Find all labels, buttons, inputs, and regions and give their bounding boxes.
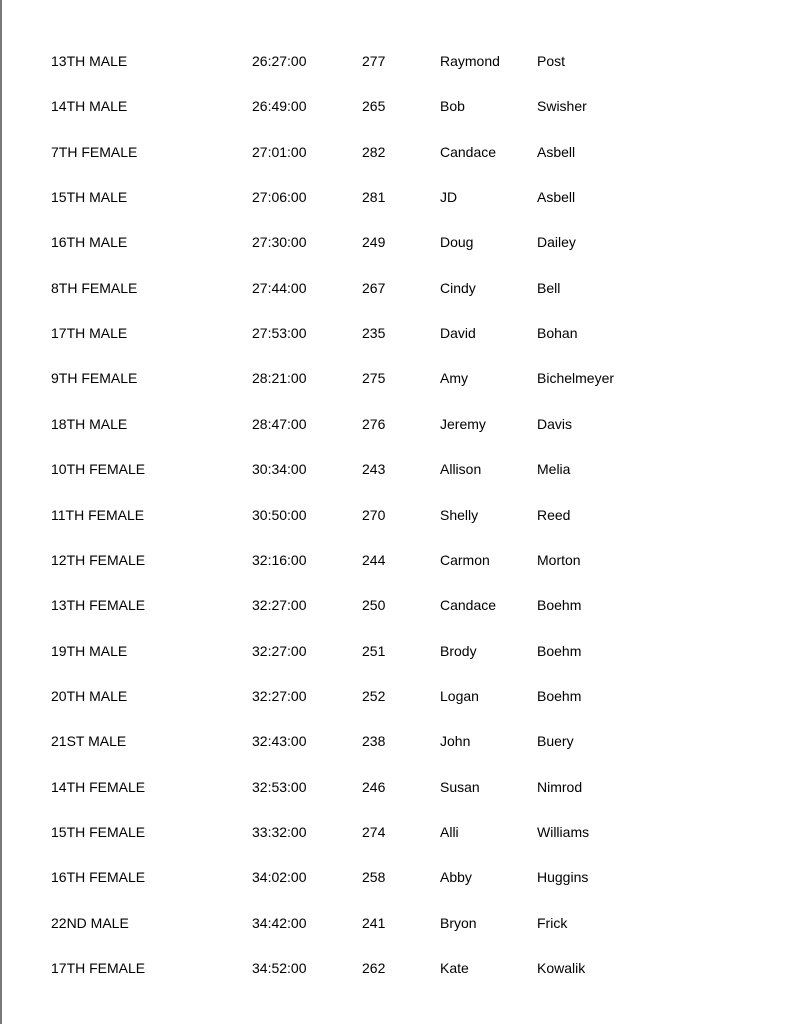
bib-cell: 275 xyxy=(362,370,386,386)
bib-cell: 270 xyxy=(362,507,386,523)
time-cell: 32:27:00 xyxy=(252,688,307,704)
time-cell: 28:21:00 xyxy=(252,370,307,386)
last-name-cell: Dailey xyxy=(537,234,576,250)
last-name-cell: Asbell xyxy=(537,144,576,160)
result-row xyxy=(0,913,792,933)
bib-cell: 276 xyxy=(362,416,386,432)
last-name-cell: Nimrod xyxy=(537,779,583,795)
place-cell: 9TH FEMALE xyxy=(51,370,138,386)
first-name-cell: Candace xyxy=(440,597,497,613)
bib-cell: 252 xyxy=(362,688,386,704)
result-row xyxy=(0,187,792,207)
first-name-cell: Cindy xyxy=(440,280,476,296)
last-name-cell: Bell xyxy=(537,280,561,296)
time-cell: 32:16:00 xyxy=(252,552,307,568)
last-name-cell: Boehm xyxy=(537,597,582,613)
time-cell: 27:01:00 xyxy=(252,144,307,160)
bib-cell: 282 xyxy=(362,144,386,160)
result-row xyxy=(0,278,792,298)
place-cell: 11TH FEMALE xyxy=(51,507,145,523)
first-name-cell: Doug xyxy=(440,234,474,250)
result-row xyxy=(0,822,792,842)
first-name-cell: Logan xyxy=(440,688,479,704)
first-name-cell: Amy xyxy=(440,370,468,386)
first-name-cell: Alli xyxy=(440,824,459,840)
last-name-cell: Asbell xyxy=(537,189,576,205)
bib-cell: 241 xyxy=(362,915,386,931)
bib-cell: 267 xyxy=(362,280,386,296)
time-cell: 27:44:00 xyxy=(252,280,307,296)
bib-cell: 250 xyxy=(362,597,386,613)
result-row xyxy=(0,96,792,116)
bib-cell: 246 xyxy=(362,779,386,795)
result-row xyxy=(0,958,792,978)
result-row xyxy=(0,641,792,661)
time-cell: 26:27:00 xyxy=(252,53,307,69)
time-cell: 34:02:00 xyxy=(252,869,307,885)
first-name-cell: Jeremy xyxy=(440,416,486,432)
time-cell: 32:27:00 xyxy=(252,597,307,613)
place-cell: 10TH FEMALE xyxy=(51,461,146,477)
place-cell: 8TH FEMALE xyxy=(51,280,138,296)
bib-cell: 265 xyxy=(362,98,386,114)
last-name-cell: Bohan xyxy=(537,325,578,341)
last-name-cell: Boehm xyxy=(537,643,582,659)
first-name-cell: Shelly xyxy=(440,507,479,523)
bib-cell: 243 xyxy=(362,461,386,477)
last-name-cell: Davis xyxy=(537,416,573,432)
place-cell: 7TH FEMALE xyxy=(51,144,138,160)
place-cell: 14TH MALE xyxy=(51,98,128,114)
place-cell: 13TH FEMALE xyxy=(51,597,146,613)
time-cell: 34:52:00 xyxy=(252,960,307,976)
last-name-cell: Swisher xyxy=(537,98,587,114)
first-name-cell: David xyxy=(440,325,476,341)
last-name-cell: Frick xyxy=(537,915,568,931)
result-row xyxy=(0,323,792,343)
place-cell: 22ND MALE xyxy=(51,915,129,931)
last-name-cell: Boehm xyxy=(537,688,582,704)
time-cell: 28:47:00 xyxy=(252,416,307,432)
place-cell: 16TH FEMALE xyxy=(51,869,146,885)
time-cell: 30:34:00 xyxy=(252,461,307,477)
time-cell: 34:42:00 xyxy=(252,915,307,931)
time-cell: 32:43:00 xyxy=(252,733,307,749)
result-row xyxy=(0,51,792,71)
first-name-cell: Bryon xyxy=(440,915,477,931)
last-name-cell: Huggins xyxy=(537,869,589,885)
result-row xyxy=(0,550,792,570)
place-cell: 19TH MALE xyxy=(51,643,128,659)
first-name-cell: Bob xyxy=(440,98,465,114)
result-row xyxy=(0,686,792,706)
time-cell: 27:30:00 xyxy=(252,234,307,250)
place-cell: 21ST MALE xyxy=(51,733,127,749)
bib-cell: 238 xyxy=(362,733,386,749)
first-name-cell: Susan xyxy=(440,779,480,795)
bib-cell: 262 xyxy=(362,960,386,976)
result-row xyxy=(0,731,792,751)
place-cell: 15TH MALE xyxy=(51,189,128,205)
result-row xyxy=(0,142,792,162)
result-row xyxy=(0,777,792,797)
result-row xyxy=(0,459,792,479)
place-cell: 18TH MALE xyxy=(51,416,128,432)
bib-cell: 281 xyxy=(362,189,386,205)
time-cell: 30:50:00 xyxy=(252,507,307,523)
bib-cell: 274 xyxy=(362,824,386,840)
last-name-cell: Melia xyxy=(537,461,571,477)
first-name-cell: Candace xyxy=(440,144,497,160)
first-name-cell: Carmon xyxy=(440,552,490,568)
last-name-cell: Morton xyxy=(537,552,581,568)
result-row xyxy=(0,867,792,887)
last-name-cell: Williams xyxy=(537,824,590,840)
bib-cell: 235 xyxy=(362,325,386,341)
bib-cell: 258 xyxy=(362,869,386,885)
last-name-cell: Reed xyxy=(537,507,571,523)
place-cell: 13TH MALE xyxy=(51,53,128,69)
first-name-cell: Raymond xyxy=(440,53,500,69)
last-name-cell: Buery xyxy=(537,733,574,749)
first-name-cell: John xyxy=(440,733,471,749)
first-name-cell: Abby xyxy=(440,869,472,885)
time-cell: 26:49:00 xyxy=(252,98,307,114)
time-cell: 33:32:00 xyxy=(252,824,307,840)
time-cell: 32:27:00 xyxy=(252,643,307,659)
first-name-cell: Allison xyxy=(440,461,482,477)
result-row xyxy=(0,232,792,252)
result-row xyxy=(0,414,792,434)
place-cell: 14TH FEMALE xyxy=(51,779,146,795)
first-name-cell: Brody xyxy=(440,643,477,659)
bib-cell: 277 xyxy=(362,53,386,69)
time-cell: 32:53:00 xyxy=(252,779,307,795)
place-cell: 17TH FEMALE xyxy=(51,960,146,976)
bib-cell: 251 xyxy=(362,643,386,659)
time-cell: 27:53:00 xyxy=(252,325,307,341)
result-row xyxy=(0,368,792,388)
bib-cell: 249 xyxy=(362,234,386,250)
bib-cell: 244 xyxy=(362,552,386,568)
place-cell: 20TH MALE xyxy=(51,688,128,704)
place-cell: 17TH MALE xyxy=(51,325,128,341)
last-name-cell: Bichelmeyer xyxy=(537,370,615,386)
last-name-cell: Post xyxy=(537,53,566,69)
place-cell: 15TH FEMALE xyxy=(51,824,146,840)
place-cell: 12TH FEMALE xyxy=(51,552,146,568)
place-cell: 16TH MALE xyxy=(51,234,128,250)
time-cell: 27:06:00 xyxy=(252,189,307,205)
result-row xyxy=(0,595,792,615)
first-name-cell: Kate xyxy=(440,960,469,976)
first-name-cell: JD xyxy=(440,189,458,205)
last-name-cell: Kowalik xyxy=(537,960,586,976)
result-row xyxy=(0,505,792,525)
